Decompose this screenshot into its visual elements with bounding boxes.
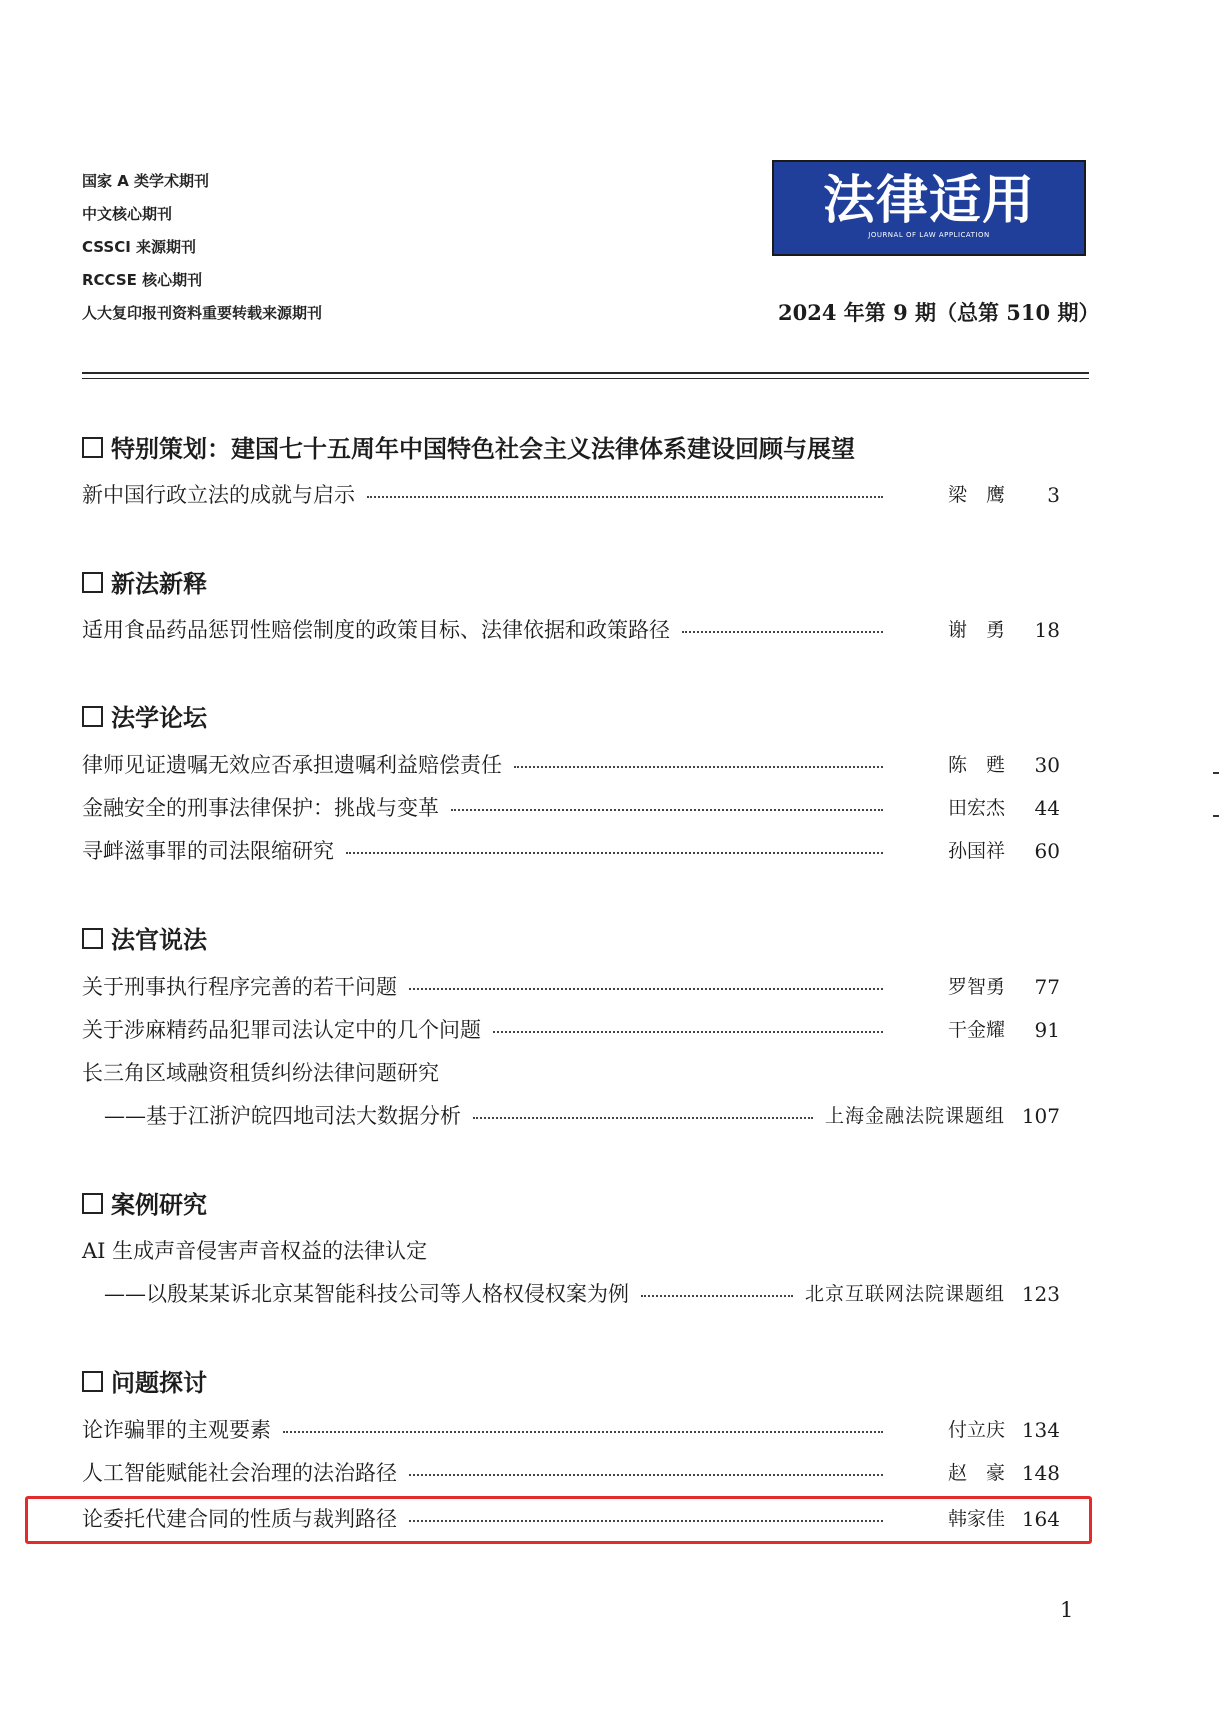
article-title[interactable]: 长三角区域融资租赁纠纷法律问题研究 [82, 1061, 439, 1085]
article-author: 罗智勇 [947, 976, 1005, 998]
article-author: 谢 勇 [947, 619, 1005, 641]
header-divider [82, 372, 1089, 374]
toc-entry[interactable] [104, 1278, 1060, 1310]
article-title: 寻衅滋事罪的司法限缩研究 [82, 839, 334, 863]
article-title: 论委托代建合同的性质与裁判路径 [82, 1507, 397, 1531]
article-author: 陈 甦 [947, 754, 1005, 776]
page-ref: 30 [1034, 753, 1060, 777]
dot-leader [682, 631, 883, 633]
toc-entry[interactable] [82, 479, 1060, 511]
toc-entry[interactable] [104, 1100, 1060, 1132]
toc-entry[interactable] [82, 749, 1060, 781]
article-author: 付立庆 [947, 1419, 1005, 1441]
dot-leader [283, 1431, 883, 1433]
issue-number: 2024 年第 9 期（总第 510 期） [778, 300, 1100, 325]
checkbox-square-icon [82, 1371, 103, 1392]
page-number: 1 [1060, 1598, 1074, 1622]
toc-entry[interactable] [82, 614, 1060, 646]
section-heading [82, 923, 207, 957]
section-heading [82, 1188, 207, 1222]
checkbox-square-icon [82, 437, 103, 458]
article-subtitle: ——以殷某某诉北京某智能科技公司等人格权侵权案为例 [104, 1282, 629, 1306]
page-ref: 134 [1021, 1418, 1060, 1442]
section-title: 法官说法 [111, 925, 207, 954]
article-author: 梁 鹰 [947, 484, 1005, 506]
page-ref: 107 [1021, 1104, 1060, 1128]
dot-leader [473, 1117, 813, 1119]
toc-entry[interactable] [82, 1014, 1060, 1046]
article-title: 适用食品药品惩罚性赔偿制度的政策目标、法律依据和政策路径 [82, 618, 670, 642]
dot-leader [346, 852, 883, 854]
checkbox-square-icon [82, 706, 103, 727]
toc-entry[interactable] [82, 792, 1060, 824]
section-heading [82, 432, 855, 466]
dot-leader [409, 1474, 883, 1476]
edge-mark [1213, 815, 1219, 817]
page-ref: 148 [1021, 1461, 1060, 1485]
article-author: 赵 豪 [947, 1462, 1005, 1484]
article-subtitle: ——基于江浙沪皖四地司法大数据分析 [104, 1104, 461, 1128]
section-title: 特别策划：建国七十五周年中国特色社会主义法律体系建设回顾与展望 [111, 434, 855, 463]
article-author: 干金耀 [947, 1019, 1005, 1041]
article-title: 新中国行政立法的成就与启示 [82, 483, 355, 507]
dot-leader [451, 809, 883, 811]
checkbox-square-icon [82, 572, 103, 593]
page-ref: 77 [1034, 975, 1060, 999]
article-title: 金融安全的刑事法律保护：挑战与变革 [82, 796, 439, 820]
article-title: 关于涉麻精药品犯罪司法认定中的几个问题 [82, 1018, 481, 1042]
credential-line: 人大复印报刊资料重要转载来源期刊 [82, 304, 323, 322]
page-ref: 3 [1047, 483, 1060, 507]
dot-leader [409, 988, 883, 990]
journal-logo [772, 160, 1086, 256]
dot-leader [641, 1295, 793, 1297]
logo-title: 法律适用 [822, 170, 1035, 231]
edge-mark [1213, 772, 1219, 774]
dot-leader [493, 1031, 883, 1033]
article-author: 韩家佳 [947, 1508, 1005, 1530]
page-ref: 44 [1034, 796, 1060, 820]
credential-line: 中文核心期刊 [82, 205, 173, 223]
article-title: 论诈骗罪的主观要素 [82, 1418, 271, 1442]
section-title: 法学论坛 [111, 703, 207, 732]
article-author: 上海金融法院课题组 [824, 1105, 1005, 1127]
article-title: 律师见证遗嘱无效应否承担遗嘱利益赔偿责任 [82, 753, 502, 777]
dot-leader [367, 496, 883, 498]
article-author: 北京互联网法院课题组 [804, 1283, 1005, 1305]
article-author: 孙国祥 [947, 840, 1005, 862]
header-divider-thin [82, 378, 1089, 379]
article-author: 田宏杰 [947, 797, 1005, 819]
checkbox-square-icon [82, 928, 103, 949]
checkbox-square-icon [82, 1193, 103, 1214]
article-title[interactable]: AI 生成声音侵害声音权益的法律认定 [82, 1239, 428, 1263]
page-ref: 18 [1034, 618, 1060, 642]
credential-line: CSSCI 来源期刊 [82, 238, 197, 256]
section-heading [82, 567, 207, 601]
toc-entry[interactable] [82, 835, 1060, 867]
section-heading [82, 701, 207, 735]
toc-entry[interactable] [82, 1414, 1060, 1446]
credential-line: 国家 A 类学术期刊 [82, 172, 210, 190]
journal-credentials [82, 165, 322, 330]
page-ref: 123 [1021, 1282, 1060, 1306]
page-ref: 164 [1021, 1507, 1060, 1531]
section-heading [82, 1366, 207, 1400]
page-ref: 60 [1034, 839, 1060, 863]
section-title: 新法新释 [111, 569, 207, 598]
dot-leader [514, 766, 883, 768]
section-title: 问题探讨 [111, 1368, 207, 1397]
section-title: 案例研究 [111, 1190, 207, 1219]
article-title: 人工智能赋能社会治理的法治路径 [82, 1461, 397, 1485]
logo-subtitle: JOURNAL OF LAW APPLICATION [868, 231, 990, 239]
toc-entry[interactable] [82, 971, 1060, 1003]
credential-line: RCCSE 核心期刊 [82, 271, 203, 289]
page-ref: 91 [1034, 1018, 1060, 1042]
highlight-box [25, 1496, 1092, 1544]
article-title: 关于刑事执行程序完善的若干问题 [82, 975, 397, 999]
toc-entry[interactable] [82, 1457, 1060, 1489]
